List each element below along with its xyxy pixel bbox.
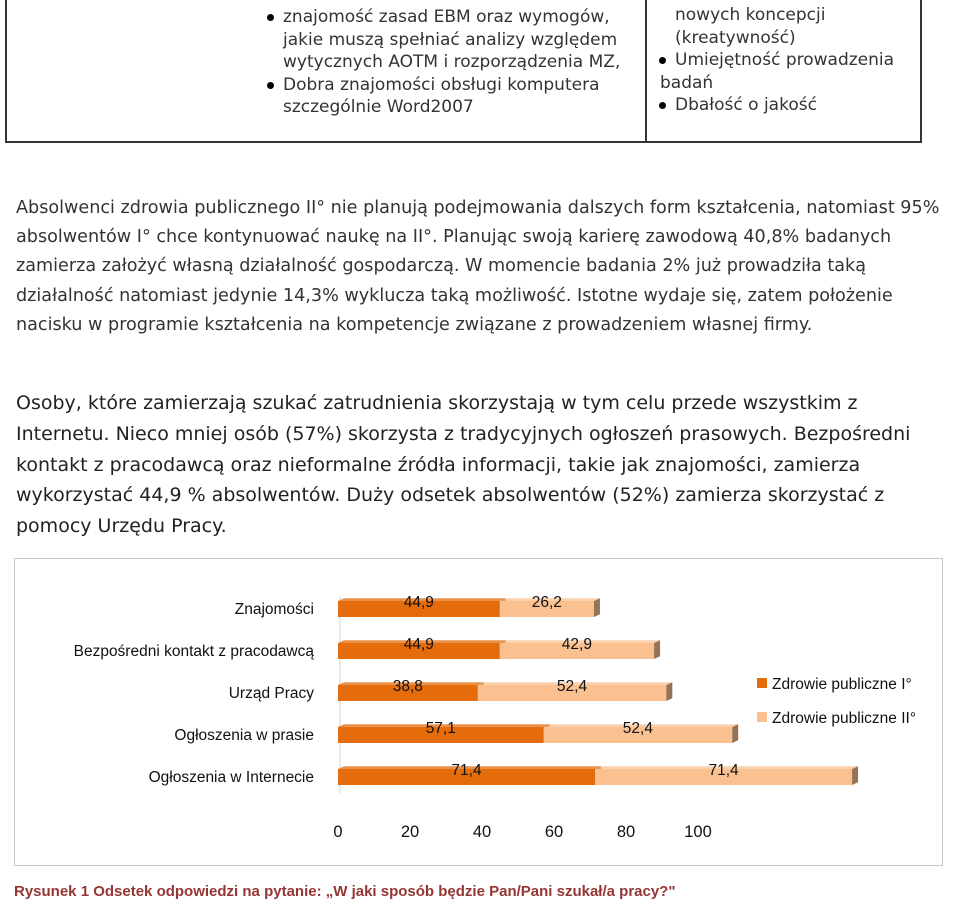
legend-label: Zdrowie publiczne II°: [772, 710, 917, 727]
x-tick-label: 80: [616, 823, 636, 841]
bar-end-face: [732, 724, 738, 743]
figure-caption: Rysunek 1 Odsetek odpowiedzi na pytanie: „W jaki sposób będzie Pan/Pani szukał/a pracy?": [14, 883, 676, 900]
requirements-cell-right: [647, 0, 920, 141]
category-label: Ogłoszenia w prasie: [174, 727, 314, 744]
data-label: 38,8: [392, 678, 423, 695]
chart-canvas: [15, 559, 944, 867]
x-tick-label: 0: [333, 823, 343, 841]
requirements-cell-left: [7, 0, 647, 141]
data-label: 57,1: [425, 720, 456, 737]
data-label: 44,9: [403, 636, 434, 653]
bar-end-face: [852, 766, 858, 785]
category-label: Bezpośredni kontakt z pracodawcą: [73, 643, 314, 660]
bar-end-face: [666, 682, 672, 701]
x-tick-label: 60: [544, 823, 564, 841]
x-tick-label: 20: [400, 823, 420, 841]
requirement-item: badań: [660, 72, 714, 93]
requirement-item: Dbałość o jakość: [657, 94, 920, 117]
category-label: Ogłoszenia w Internecie: [148, 769, 314, 786]
paragraph-job-search: Osoby, które zamierzają szukać zatrudnienia skorzystają w tym celu przede wszystkim z Internetu. Nieco mniej osób (57%) skorzysta z tradycyjnych ogłoszeń prasowych. Bezpośredni kontakt z pracodawcą oraz nieformalne źródła informacji, takie jak znajomości, zamierza wykorzystać 44,9 % absolwentów. Duży odsetek absolwentów (52%) zamierza skorzystać z pomocy Urzędu Pracy.: [16, 392, 911, 538]
category-label: Urząd Pracy: [228, 685, 314, 702]
data-label: 52,4: [622, 720, 653, 737]
requirement-item: Dobra znajomości obsługi komputera szczególnie Word2007: [265, 74, 645, 119]
requirement-item: znajomość zasad EBM oraz wymogów, jakie muszą spełniać analizy względem wytycznych AOTM i rozporządzenia MZ,: [265, 6, 645, 74]
job-search-chart: [14, 558, 943, 866]
x-tick-label: 40: [472, 823, 492, 841]
paragraph-career-plans: Absolwenci zdrowia publicznego II° nie planują podejmowania dalszych form kształcenia, natomiast 95% absolwentów I° chce kontynuować naukę na II°. Planując swoją karierę zawodową 40,8% badanych zamierza założyć własną działalność gospodarczą. W momencie badania 2% już prowadziła taką działalność natomiast jedynie 14,3% wyklucza taką możliwość. Istotne wydaje się, zatem położenie nacisku w programie kształcenia na kompetencje związane z prowadzeniem własnej firmy.: [16, 198, 940, 335]
requirements-table: [5, 0, 922, 143]
data-label: 42,9: [561, 636, 592, 653]
data-label: 71,4: [451, 762, 482, 779]
data-label: 44,9: [403, 594, 434, 611]
requirement-item: Umiejętność prowadzenia: [657, 49, 920, 72]
legend-label: Zdrowie publiczne I°: [772, 676, 912, 693]
bar-end-face: [654, 640, 660, 659]
data-label: 71,4: [708, 762, 739, 779]
bar-end-face: [594, 598, 600, 617]
legend-swatch: [757, 712, 767, 722]
category-label: Znajomości: [234, 601, 314, 618]
legend-swatch: [757, 678, 767, 688]
x-tick-label: 100: [684, 823, 712, 841]
data-label: 52,4: [556, 678, 588, 695]
data-label: 26,2: [531, 594, 562, 611]
requirement-item: nowych koncepcji (kreatywność): [675, 5, 826, 48]
